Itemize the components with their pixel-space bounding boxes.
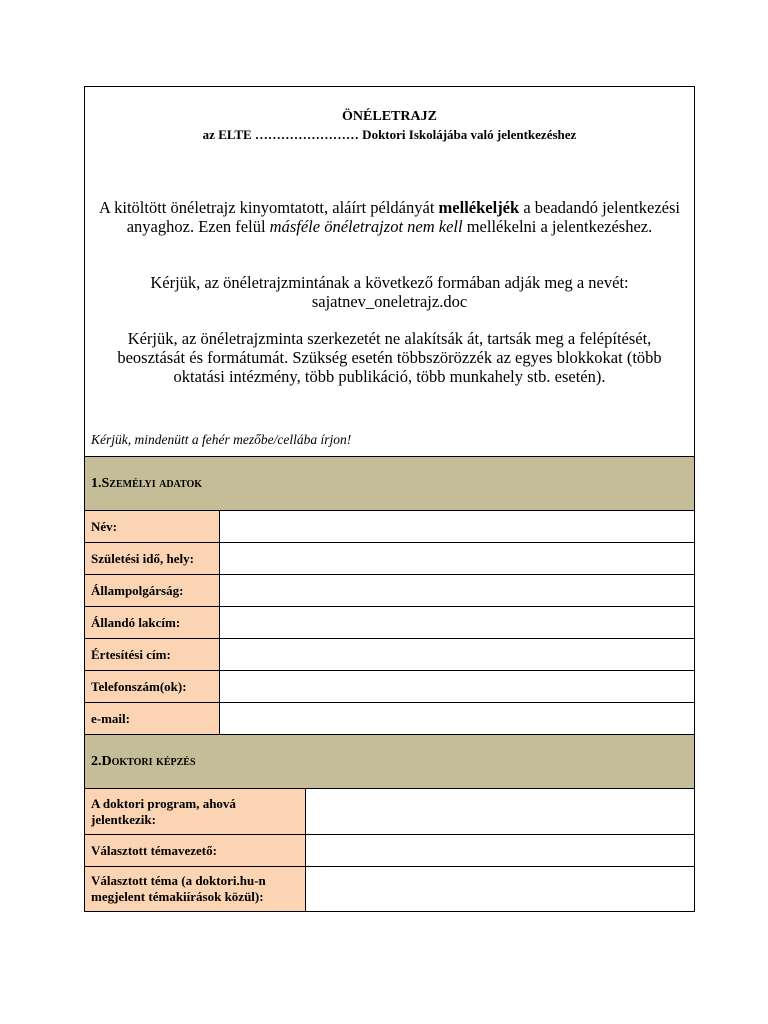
field-label: Név: <box>85 511 220 542</box>
birth-date-place-field[interactable] <box>220 543 694 574</box>
field-label: Értesítési cím: <box>85 639 220 670</box>
form-row-email <box>85 702 694 734</box>
form-row-name <box>85 510 694 542</box>
field-label: Állandó lakcím: <box>85 607 220 638</box>
research-topic-field[interactable] <box>306 867 694 911</box>
intro-paragraph-structure: Kérjük, az önéletrajzminta szerkezetét ne alakítsák át, tartsák meg a felépítését, beosztását és formátumát. Szükség esetén többszörözzék az egyes blokkokat (több oktatási intézmény, több publikáció, több munkahely stb. esetén). <box>117 329 662 386</box>
form-row-mailing-address <box>85 638 694 670</box>
field-label: e-mail: <box>85 703 220 734</box>
intro-emphasis-bold: mellékeljék <box>438 198 520 217</box>
field-label: Állampolgárság: <box>85 575 220 606</box>
document-subtitle: az ELTE …………………… Doktori Iskolájába való jelentkezéshez <box>202 127 577 142</box>
intro-text: a beadandó jelentkezési anyaghoz. Ezen felül <box>126 198 680 236</box>
section-title: Személyi adatok <box>101 475 203 491</box>
form-row-phone <box>85 670 694 702</box>
form-row-birth <box>85 542 694 574</box>
field-label: Választott téma (a doktori.hu-n megjelent témakiírások közül): <box>85 867 306 911</box>
intro-block <box>85 87 694 456</box>
form-row-supervisor <box>85 834 694 866</box>
cv-form <box>84 86 695 912</box>
field-label: A doktori program, ahová jelentkezik: <box>85 789 306 834</box>
supervisor-field[interactable] <box>306 835 694 866</box>
section-number: 1. <box>91 475 102 491</box>
intro-emphasis-italic: másféle önéletrajzot nem kell <box>269 217 463 236</box>
section-header-personal <box>85 456 694 510</box>
fill-instruction-note: Kérjük, mindenütt a fehér mezőbe/cellába írjon! <box>91 432 352 447</box>
section-header-doctoral <box>85 734 694 788</box>
permanent-address-field[interactable] <box>220 607 694 638</box>
section-number: 2. <box>91 753 102 769</box>
field-label: Választott témavezető: <box>85 835 306 866</box>
field-label: Születési idő, hely: <box>85 543 220 574</box>
intro-paragraph-attach <box>97 198 682 236</box>
field-label: Telefonszám(ok): <box>85 671 220 702</box>
intro-text: A kitöltött önéletrajz kinyomtatott, aláírt példányát <box>99 198 439 217</box>
document-title: ÖNÉLETRAJZ <box>342 109 437 124</box>
mailing-address-field[interactable] <box>220 639 694 670</box>
form-row-topic <box>85 866 694 911</box>
name-field[interactable] <box>220 511 694 542</box>
phone-field[interactable] <box>220 671 694 702</box>
doctoral-program-field[interactable] <box>306 789 694 834</box>
email-field[interactable] <box>220 703 694 734</box>
citizenship-field[interactable] <box>220 575 694 606</box>
form-row-program <box>85 788 694 834</box>
intro-paragraph-filename: Kérjük, az önéletrajzmintának a következő formában adják meg a nevét: sajatnev_oneletrajz.doc <box>150 273 629 311</box>
section-title: Doktori képzés <box>101 753 196 769</box>
form-row-address <box>85 606 694 638</box>
form-row-citizenship <box>85 574 694 606</box>
intro-text: mellékelni a jelentkezéshez. <box>462 217 653 236</box>
